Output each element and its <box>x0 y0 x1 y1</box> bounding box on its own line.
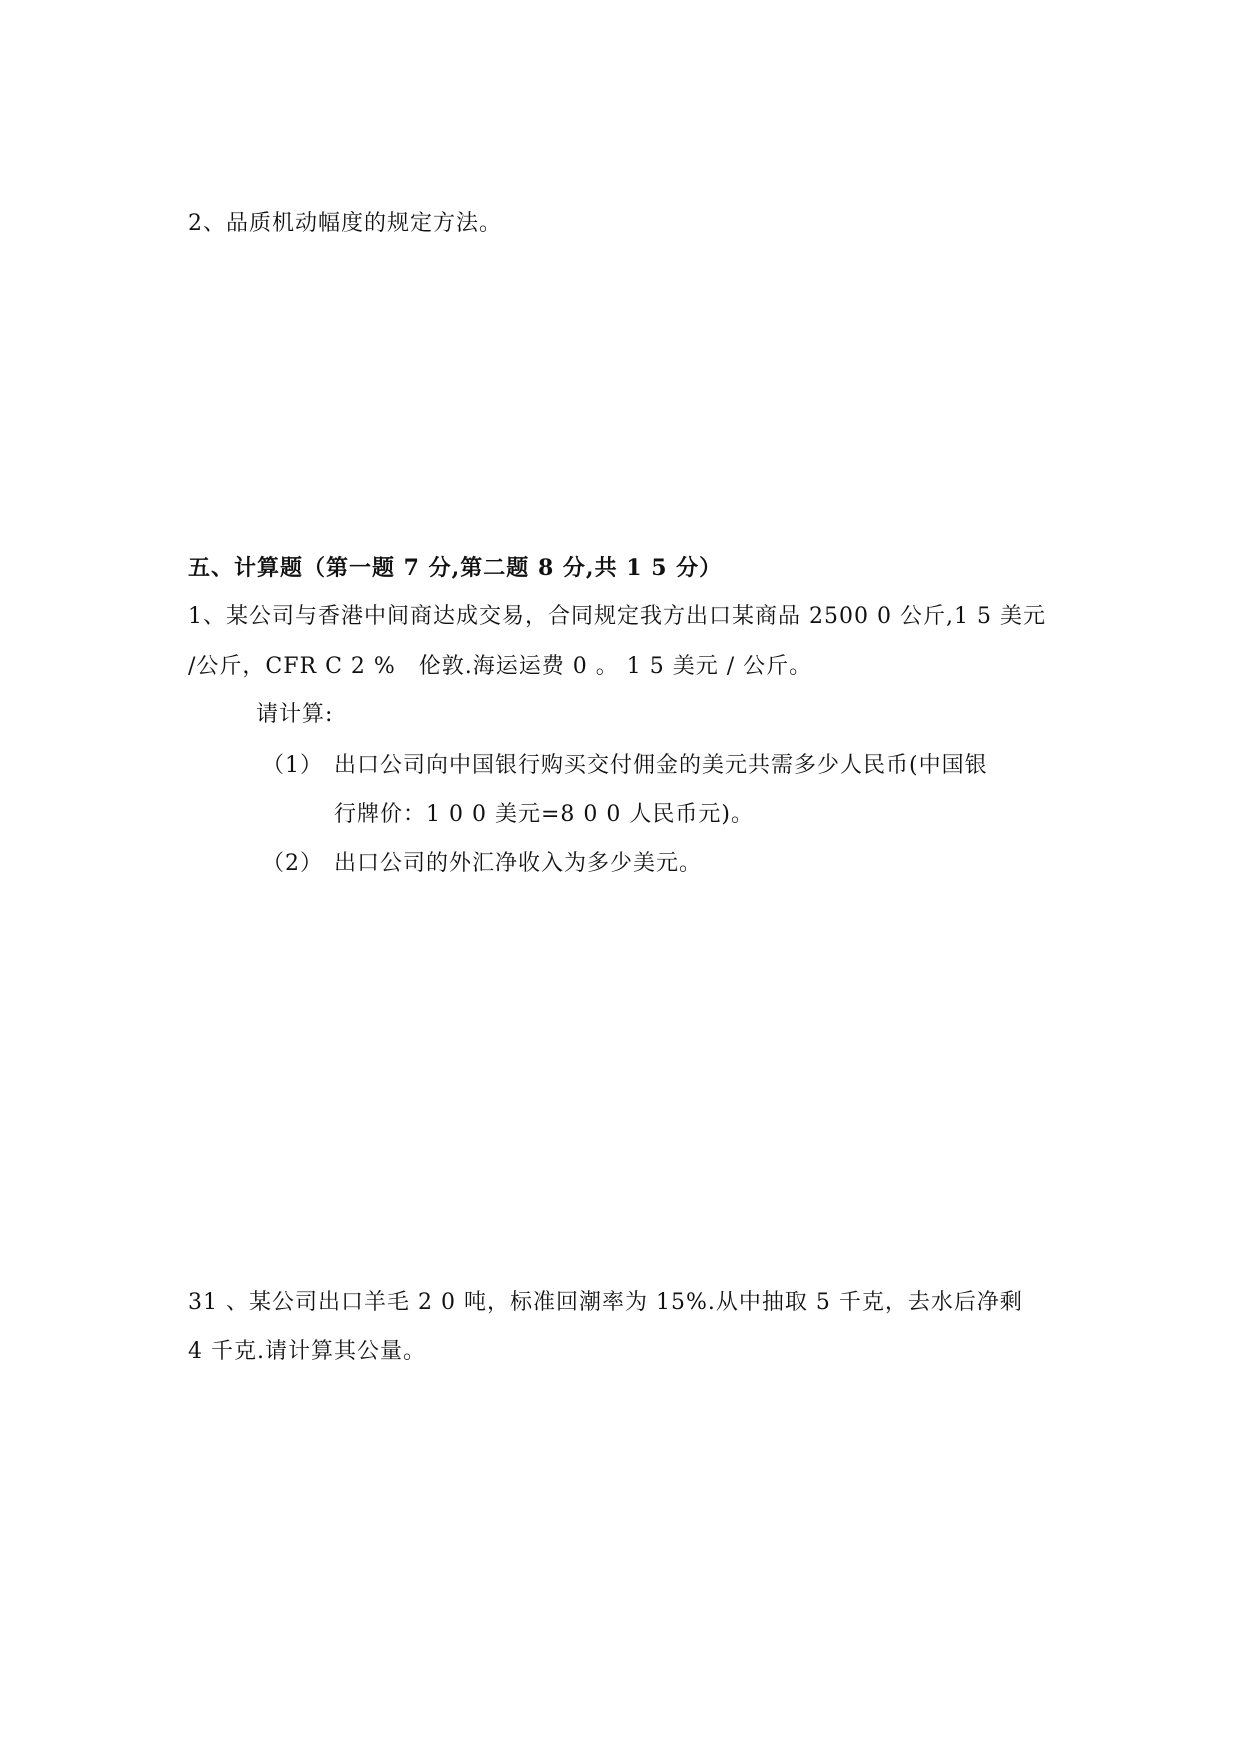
question-1-line-2: /公斤，CFR C 2 % 伦敦.海运运费 0 。 1 5 美元 / 公斤。 <box>188 654 813 679</box>
sub-question-1-text: 出口公司向中国银行购买交付佣金的美元共需多少人民币(中国银 <box>334 753 988 778</box>
section-5-heading: 五、计算题（第一题 7 分,第二题 8 分,共 1 5 分） <box>188 555 723 581</box>
question-1-line-1: 1、某公司与香港中间商达成交易，合同规定我方出口某商品 2500 0 公斤,1 5 美元 <box>188 604 1046 629</box>
sub-question-2-text: 出口公司的外汇净收入为多少美元。 <box>334 851 703 876</box>
sub-question-2-number: （2） <box>262 851 323 876</box>
sub-question-1-continuation: 行牌价：1 0 0 美元=8 0 0 人民币元)。 <box>334 802 754 827</box>
question-31-line-2: 4 千克.请计算其公量。 <box>188 1339 426 1364</box>
please-calculate-label: 请计算: <box>256 702 334 727</box>
sub-question-2 <box>262 849 702 879</box>
question-31-line-1: 31 、某公司出口羊毛 2 0 吨，标准回潮率为 15%.从中抽取 5 千克，去水后净剩 <box>188 1290 1023 1315</box>
sub-question-1-number: （1） <box>262 753 323 778</box>
question-2-quality-latitude: 2、品质机动幅度的规定方法。 <box>188 211 502 236</box>
sub-question-1 <box>262 751 988 781</box>
